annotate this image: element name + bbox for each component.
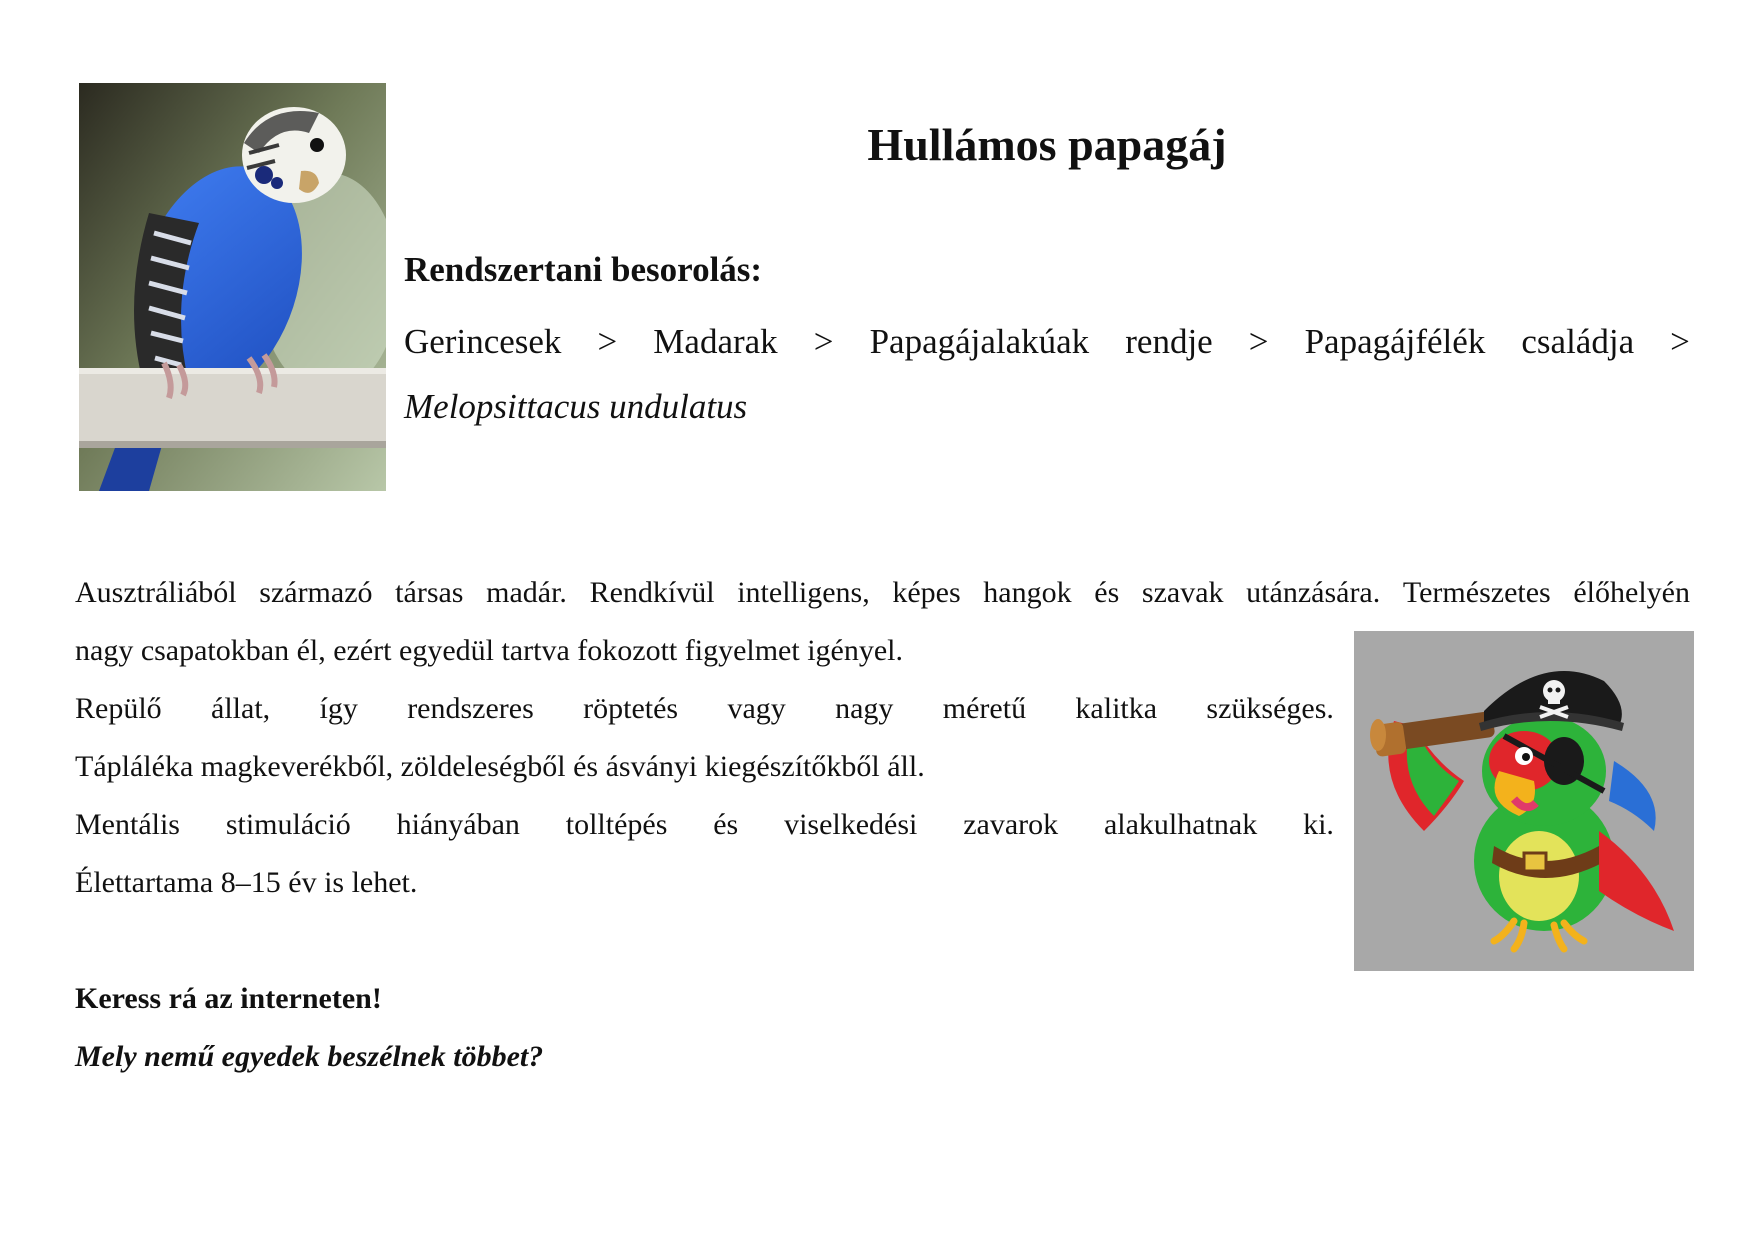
taxonomy-word: rendje <box>1125 322 1213 361</box>
taxonomy-separator: > <box>1670 322 1690 361</box>
word: röptetés <box>583 692 679 725</box>
word: hiányában <box>396 808 520 841</box>
word: ki. <box>1303 808 1334 841</box>
taxonomy-word: Madarak <box>653 322 778 361</box>
word: méretű <box>942 692 1027 725</box>
taxonomy-word: családja <box>1521 322 1635 361</box>
paragraph-line: nagy csapatokban él, ezért egyedül tartva fokozott figyelmet igényel. <box>75 634 904 667</box>
word: utánzására. <box>1246 576 1381 609</box>
paragraph-line <box>75 564 1690 622</box>
word: zavarok <box>963 808 1059 841</box>
word: Repülő <box>75 692 162 725</box>
word: állat, <box>211 692 271 725</box>
word: kalitka <box>1075 692 1158 725</box>
page-title: Hullámos papagáj <box>867 119 1227 170</box>
word: Mentális <box>75 808 180 841</box>
taxonomy-separator: > <box>1248 322 1269 361</box>
word: szükséges. <box>1206 692 1334 725</box>
word: tolltépés <box>565 808 668 841</box>
paragraph-behavior <box>75 796 1334 912</box>
word: alakulhatnak <box>1103 808 1258 841</box>
paragraph-care <box>75 680 1334 796</box>
paragraph-line: Élettartama 8–15 év is lehet. <box>75 866 418 899</box>
task-question: Mely nemű egyedek beszélnek többet? <box>75 1040 544 1073</box>
word: és <box>1094 576 1120 609</box>
taxonomy-heading: Rendszertani besorolás: <box>404 250 763 289</box>
paragraph-line: Tápláléka magkeverékből, zöldeleségből és ásványi kiegészítőkből áll. <box>75 750 925 783</box>
taxonomy-word: Gerincesek <box>404 322 562 361</box>
word: élőhelyén <box>1573 576 1690 609</box>
word: Ausztráliából <box>75 576 237 609</box>
pirate-parrot-illustration <box>1354 631 1694 971</box>
word: intelligens, <box>737 576 870 609</box>
word: nagy <box>835 692 894 725</box>
word: vagy <box>727 692 786 725</box>
word: Természetes <box>1402 576 1551 609</box>
taxonomy-separator: > <box>597 322 618 361</box>
word: stimuláció <box>225 808 351 841</box>
word: rendszeres <box>407 692 534 725</box>
word: hangok <box>983 576 1072 609</box>
word: és <box>713 808 739 841</box>
word: származó <box>259 576 373 609</box>
word: Rendkívül <box>589 576 715 609</box>
word: viselkedési <box>784 808 918 841</box>
taxonomy-path <box>404 309 1690 374</box>
word: szavak <box>1141 576 1224 609</box>
word: így <box>319 692 358 725</box>
budgerigar-photo <box>79 83 386 491</box>
species-name: Melopsittacus undulatus <box>404 387 748 426</box>
word: madár. <box>486 576 567 609</box>
taxonomy-word: Papagájalakúak <box>869 322 1090 361</box>
paragraph-line <box>75 796 1334 854</box>
taxonomy-separator: > <box>813 322 834 361</box>
task-instruction: Keress rá az interneten! <box>75 982 382 1015</box>
taxonomy-text <box>404 309 1690 439</box>
word: képes <box>892 576 961 609</box>
word: társas <box>395 576 464 609</box>
paragraph-line <box>75 680 1334 738</box>
taxonomy-word: Papagájfélék <box>1304 322 1486 361</box>
